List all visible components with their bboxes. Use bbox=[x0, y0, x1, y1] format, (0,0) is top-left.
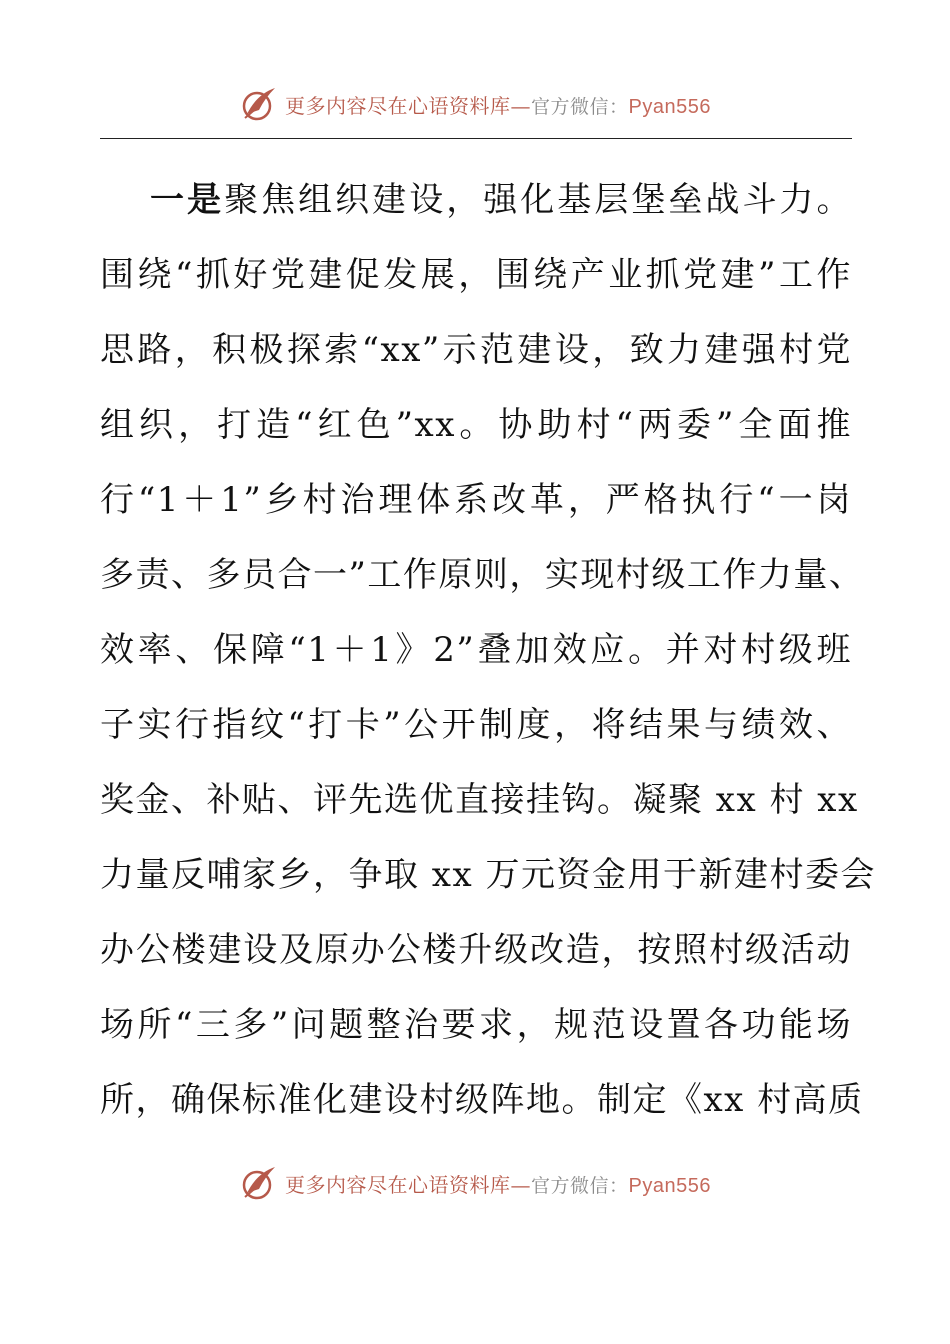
banner-text bbox=[285, 90, 711, 119]
paragraph-line bbox=[100, 163, 852, 238]
paragraph-line: 奖金、补贴、评先选优直接挂钩。凝聚 xx 村 xx bbox=[100, 780, 859, 820]
banner-main-text: 更多内容尽在心语资料库 bbox=[285, 93, 511, 118]
banner-dash: — bbox=[510, 93, 531, 118]
paragraph-line: 场所“三多”问题整治要求，规范设置各功能场 bbox=[100, 1005, 852, 1045]
footer-banner bbox=[0, 1161, 950, 1205]
quill-logo-icon bbox=[239, 1163, 279, 1203]
line-text: 聚焦组织建设，强化基层堡垒战斗力。 bbox=[224, 180, 853, 220]
header-banner bbox=[0, 82, 950, 126]
banner-main-text: 更多内容尽在心语资料库 bbox=[285, 1172, 511, 1197]
banner-wechat-label: 官方微信： bbox=[531, 1174, 629, 1197]
paragraph-line: 效率、保障“1＋1》2”叠加效应。并对村级班 bbox=[100, 630, 852, 670]
paragraph-line: 子实行指纹“打卡”公开制度，将结果与绩效、 bbox=[100, 705, 852, 745]
paragraph-line: 办公楼建设及原办公楼升级改造，按照村级活动 bbox=[100, 930, 852, 970]
paragraph-line: 所，确保标准化建设村级阵地。制定《xx 村高质 bbox=[100, 1080, 864, 1120]
paragraph-line: 组织，打造“红色”xx。协助村“两委”全面推 bbox=[100, 405, 852, 445]
paragraph-line: 思路，积极探索“xx”示范建设，致力建强村党 bbox=[100, 330, 852, 370]
header-divider bbox=[100, 138, 852, 139]
banner-wechat-id: Pyan556 bbox=[628, 95, 711, 118]
banner-dash: — bbox=[510, 1172, 531, 1197]
banner-text bbox=[285, 1169, 711, 1198]
paragraph-line: 行“1＋1”乡村治理体系改革，严格执行“一岗 bbox=[100, 480, 852, 520]
banner-wechat-label: 官方微信： bbox=[531, 95, 629, 118]
quill-logo-icon bbox=[239, 84, 279, 124]
paragraph-line: 力量反哺家乡，争取 xx 万元资金用于新建村委会 bbox=[100, 855, 876, 895]
lead-term: 一是 bbox=[150, 180, 225, 220]
document-body bbox=[100, 163, 876, 1138]
paragraph-line: 多责、多员合一”工作原则，实现村级工作力量、 bbox=[100, 555, 865, 595]
paragraph-line: 围绕“抓好党建促发展，围绕产业抓党建”工作 bbox=[100, 255, 852, 295]
banner-wechat-id: Pyan556 bbox=[628, 1174, 711, 1197]
